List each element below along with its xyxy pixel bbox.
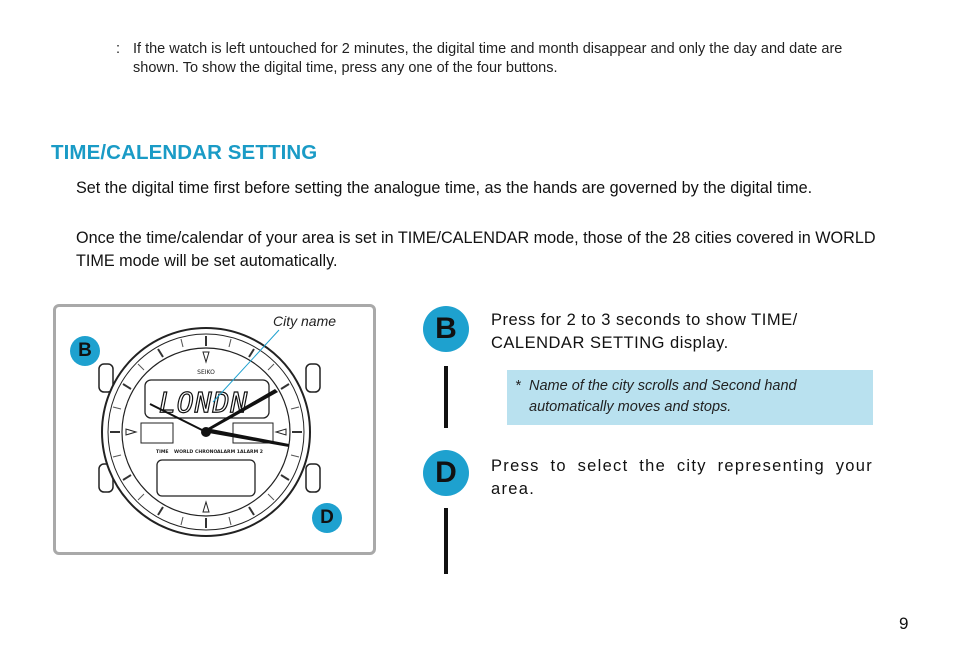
page-number: 9 <box>899 614 909 633</box>
section-paragraph-1: Set the digital time first before setting the analogue time, as the hands are governed by the digital time. <box>76 179 813 197</box>
step-d-button-icon: D <box>423 450 469 496</box>
mode-label-alarm1: ALARM 1 <box>217 450 240 455</box>
step-b-button-icon: B <box>423 306 469 352</box>
lcd-city-display: LONDN <box>159 386 249 419</box>
step-b-note-box <box>507 370 873 425</box>
note-colon: : <box>116 41 121 57</box>
step-d-connector-line <box>444 508 448 574</box>
watch-brand-logo: SEIKO <box>197 369 215 376</box>
mode-label-chrono: CHRONO <box>195 450 218 455</box>
step-b-note-text: Name of the city scrolls and Second hand automatically moves and stops. <box>529 378 797 415</box>
mode-label-alarm2: ALARM 2 <box>240 450 263 455</box>
button-d-marker: D <box>312 503 342 533</box>
section-paragraph-2: Once the time/calendar of your area is set in TIME/CALENDAR mode, those of the 28 cities covered in WORLD TIME mode will be set automatically. <box>76 229 876 270</box>
auto-display-note <box>116 40 856 78</box>
watch-side-button-a <box>306 364 320 392</box>
hand-pivot <box>201 427 211 437</box>
mode-label-time: TIME <box>156 450 169 455</box>
step-b-connector-line <box>444 366 448 428</box>
step-b-text: Press for 2 to 3 seconds to show TIME/ CALENDAR SETTING display. <box>491 311 798 352</box>
city-name-label: City name <box>273 313 337 329</box>
lcd-sub-left <box>141 423 173 443</box>
button-b-marker: B <box>70 336 100 366</box>
mode-label-world: WORLD <box>174 450 194 455</box>
section-title: TIME/CALENDAR SETTING <box>51 141 318 164</box>
step-d-text: Press to select the city representing your area. <box>491 457 873 498</box>
note-asterisk: * <box>515 378 521 394</box>
note-text: If the watch is left untouched for 2 minutes, the digital time and month disappear and only the day and date are shown. To show the digital time, press any one of the four buttons. <box>133 41 843 76</box>
lcd-lower-frame <box>157 460 255 496</box>
watch-side-button-d <box>306 464 320 492</box>
